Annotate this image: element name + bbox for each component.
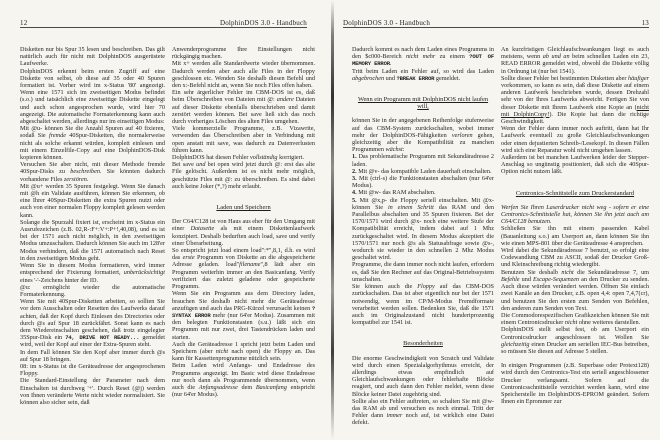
paragraph: Versuchen Sie aber nicht, mit dieser Methode fremde 40Spur-Disks zu beschreiben. Sie könnten dadurch vorhandene Files zerstören. (20, 161, 165, 183)
paragraph: Außerdem ist bei manchen Laufwerken leider der Stepper-Anschlag so ungünstig positioniert, daß sich die 40Spur-Option nicht nutzen läßt. (501, 154, 649, 176)
paragraph: 08: im x-Status ist die Geräteadresse der angesprochenen Floppy. (20, 362, 165, 378)
paragraph: DolphinDOS erkennt beim ersten Zugriff auf eine Diskette von selbst, ob diese auf 35 oder 40 Spuren formatiert ist. Vorher wird im x-Status '80' angezeigt. Wenn eine 1571 sich im zweiseitigen Modus befindet (s.o.) und tatsächlich eine zweiseitige Diskette eingelegt und auch schon angesprochen wurde, wird hier 70 angezeigt. Die automatische Formaterkennung kann auch abgeschaltet werden, allerdings nur im einseitigen Modus: (20, 67, 165, 126)
page-13-column-1 (352, 46, 494, 434)
paragraph: Werfen Sie Ihren Laserdrucker nicht weg - sofern er eine Centronics-Schnittstelle hat, können Sie ihn jetzt auch am C64/C128 benutzen. (501, 203, 649, 226)
column-gap (172, 197, 315, 204)
section-heading: Wenn ein Programm mit DolphinDOS nicht laufen will, (357, 96, 489, 111)
paragraph: In dem Fall können Sie den Kopf aber immer durch @s auf Spur 18 bringen. (20, 348, 165, 363)
paragraph: Sollte also ein Fehler auftreten, so schalten Sie mit @w- das RAM ab und versuchen es noch einmal. Tritt der Fehler dann immer noch auf, ist wirklich eine Datei defekt. (352, 397, 494, 427)
page-13-column-2 (501, 46, 649, 434)
column-gap (172, 190, 315, 197)
paragraph: Solange die Spurzahl fixiert ist, erscheint im x-Status ein Ausrufezeichen (z.B. 02,R-:F+:V+:P+!,40,08), und es ist bei der 1571 auch nicht möglich, in den zweiseitigen Modus umzuschalten. Dadurch können Sie auch im 128'er Modus verhindern, daß die 1571 automatisch nach Reset in den zweiseitigen Modus geht. (20, 218, 165, 262)
column-gap (352, 82, 494, 89)
paragraph: Die enorme Geschwindigkeit von Scratch und Validate wird durch einen Spezialalgorhythmus erreicht, der allerdings etwas empfindlich auf Gleichlaufschwankungen oder fehlerhafte Blöcke reagiert, und auch dann den Fehler meldet, wenn diese Blöcke keiner Datei zugehörig sind. (352, 354, 494, 398)
paragraph: Die Commodorespezifischen Grafikzeichen können Sie mit einem Centronicsdrucker nicht ohne weiteres darstellen. (501, 311, 649, 327)
paragraph: Wird dabei die Sekundäradresse 7 benutzt, so erfolgt eine Codewandlung CBM zu ASCII, sodaß der Drucker Groß- und Kleinschreibung richtig wiedergibt. (501, 247, 649, 269)
paragraph: @u: ermöglicht wieder die automatische Formaterkennung. (20, 283, 165, 298)
page-13-header (343, 14, 649, 28)
column-gap (352, 89, 494, 96)
paragraph: Mit x+ werden alle Standardwerte wieder übernommen. Dadurch werden aber auch alle Files in der Floppy geschlossen etc. Wenden Sie deshalb diesen Befehl und den x:-Befehl nicht an, wenn Sie noch Files offen haben. (172, 60, 315, 90)
paragraph: können Sie in der angegebenen Reihenfolge stufenweise auf das CBM-System zurückschalten, wobei immer mehr der DolphinDOS-Fähigkeiten verloren gehen, gleichzeitig aber die Kompatibilität zu manchen Programmen wächst: (352, 117, 494, 154)
paragraph: Ein sehr ärgerlicher Fehler im CBM-DOS ist es, daß beim Überschreiben von Dateien mit @: andere Dateien auf dieser Diskette ebenfalls überschrieben und damit zerstört werden können. Bei save ließ sich das noch durch vorheriges Löschen des alten Files umgehen. (172, 89, 315, 126)
column-gap (501, 183, 649, 190)
page-number-left: 12 (20, 19, 28, 27)
paragraph: Sie können auch die Floppy auf das CBM-DOS zurückschalten. Das ist aber eigentlich nur bei der 1571 notwendig, wenn im CP/M-Modus Fremdformate verarbeitet werden sollen. Bedenken Sie, daß die 1571 auch im Originalzustand nicht hundertprozentig kompatibel zur 1541 ist. (352, 283, 494, 327)
column-gap (501, 197, 649, 204)
header-title-left: DolphinDOS 3.0 - Handbuch (219, 19, 307, 27)
column-gap (352, 326, 494, 333)
paragraph: Die Standard-Einstellung der Parameter nach dem Einschalten ist durchweg '+'. Durch Reset (@j) werden von Ihnen veränderte Werte nicht wieder normalisiert. Sie können also sicher sein, daß (20, 377, 165, 406)
section-heading: Centronics-Schnittstelle zum Druckerstandard (515, 189, 635, 197)
page-number-right: 13 (641, 19, 649, 27)
paragraph: Mit @u- können Sie die Anzahl Spuren auf 40 fixieren, sodaß Sie fremde 40Spur-Disketten, die normalerweise nicht als solche erkannt würden, komplett einlesen und mit einem Einzelfile-Copy auf eine DolphinDOS-Disk kopieren können. (20, 125, 165, 162)
paragraph: Wenn der Fehler dann immer noch auftritt, dann hat Ihr Laufwerk eventuell zu große Gleichlaufschwankungen oder einen dejustierten Schreib-/Lesekopf. In diesen Fällen wird sich eine Reparatur wohl nicht umgehen lassen. (501, 125, 649, 154)
paragraph: Auch die Geräteadresse 1 spricht jetzt beim Laden und Speichern (aber nicht nach open) die Floppy an. Das kann für Kassettenprogramme nützlich sein. (172, 340, 315, 363)
paragraph: DolphinDOS stellt selbst fest, ob am Userport ein Centronicsdrucker angeschlossen ist. Wollen Sie gleichzeitig einen Drucker am seriellen IEC-Bus betreiben, so müssen Sie diesen auf Adresse 5 stellen. (501, 326, 649, 355)
paragraph: An kurzfristigen Gleichlaufschwankungen liegt es auch meistens, wenn ab und an beim schnellen Laden ein 23, READ ERROR gemeldet wird, obwohl die Diskette völlig in Ordnung ist (nur bei 1541). (501, 46, 649, 75)
section-heading: Laden und Speichern (216, 204, 271, 212)
paragraph: 3. Mit (ctrl-s) die Funktionstasten abschalten (nur 64'er Modus). (352, 175, 494, 190)
paragraph: Disketten nur bis Spur 35 lesen und beschreiben. Das gilt natürlich auch für nicht mit DolphinDOS ausgerüstete Laufwerke. (20, 46, 165, 68)
column-gap (352, 348, 494, 355)
column-gap (172, 211, 315, 218)
page-13 (334, 0, 660, 440)
paragraph: Bei save und bei open wird jetzt durch @: erst das alte File gelöscht. Außerdem ist es nicht mehr möglich, geschützte Files mit @: zu überschreiben. Es sind dabei auch keine Joker (*,?) mehr erlaubt. (172, 161, 315, 190)
header-title-right: DolphinDOS 3.0 - Handbuch (343, 19, 431, 27)
paragraph: Dadurch kommt es nach dem Laden eines Programms in den $c000-Bereich nicht mehr zu einem ?OUT OF MEMORY ERROR. (352, 46, 494, 68)
paragraph: Wenn Sie ein Programm aus dem Directory laden, brauchen Sie deshalb nicht mehr die Geräteadresse anzufügen und auch das PRG-Kürzel verursacht keinen ?SYNTAX ERROR mehr (nur 64'er Modus). Zusammen mit den belegten Funktionstasten (s.u.) läßt sich ein Programm mit nur zwei, drei Tastendrücken laden und starten. (172, 290, 315, 341)
paragraph: Programme, die dann immer noch nicht laufen, erfordern es, daß Sie den Rechner auf das Original-Betriebssystem umschalten. (352, 261, 494, 283)
paragraph: Beim Laden wird Anfangs- und Endadresse des Programms angezeigt. Im Basic wird diese Endadresse nur noch dann als Programmende übernommen, wenn auch die Anfangsadresse dem Basicanfang entspricht (nur 64'er Modus). (172, 362, 315, 399)
paragraph: 5. Mit @x,p- die Floppy seriell einschalten. Mit @x- können Sie in einem Schritt das RAM und den Parallelbus abschalten und 35 Spuren fixieren. Bei der 1570/1571 wird durch @x- noch eine weitere Stufe der Kompatibilität erreicht, indem dabei auf 1 Mhz zurückgeschaltet wird. In diesem Modus akzeptiert die 1570/1571 nur noch @s als Statusabfrage sowie @s-, wodurch sie wieder in den schnellen 2 Mhz Modus geschaltet wird. (352, 196, 494, 262)
paragraph: Wenn Sie mit 40Spur-Disketten arbeiten, so sollten Sie vor dem Ausschalten oder Resetten des Laufwerks darauf achten, daß der Kopf durch Einlesen des Directories oder durch @s auf Spur 18 zurückfährt. Sonst kann es nach dem Wiedereinschalten geschehen, daß trotz eingelegter 35Spur-Disk ein 74, DRIVE NOT READY... gemeldet wird, weil der Kopf auf einer der Extra-Spuren steht. (20, 298, 165, 349)
paragraph: Mit @u+ werden 35 Spuren festgelegt. Wenn Sie danach mit @h ein Validate ausführen, können Sie erkennen, ob eine Ihrer 40Spur-Disketten die extra Spuren nutzt oder auch von einer normalen Floppy komplett gelesen werden kann. (20, 182, 165, 219)
page-12-column-1 (20, 46, 165, 434)
paragraph: In einigen Programmen (z.B. Superbase oder Protext128) wird durch den Centronics-Test ein seriell angeschlossener Drucker verlangsamt. Sofern auf die Centronicsschnittstelle verzichtet werden kann, wird eine Speicherstelle im DolphinDOS-EPROM geändert. Sofern Ihnen ein Eprommer zur (501, 362, 649, 406)
paragraph: Benutzen Sie deshalb nicht die Sekundäradresse 7, um Befehle und Escape-Sequenzen an den Drucker zu senden. Auch diese würden verändert werden. Öffnen Sie einfach zwei Kanäle an den Drucker, z.B. open 4,4: open 7,4,7(cr), und benutzen Sie den ersten zum Senden von Befehlen, den anderen zum Senden von Text. (501, 268, 649, 312)
column-gap (352, 333, 494, 340)
paragraph: DolphinDOS hat diesen Fehler vollständig korrigiert. (172, 154, 304, 162)
page-12-column-2 (172, 46, 315, 434)
paragraph: 1. Das problematische Programm mit Sekundäradresse 2 laden. (352, 153, 494, 168)
paragraph: Wenn Sie in diesem Modus formatieren, wird immer entsprechend der Fixierung formatiert, unberücksichtigt eines '-'-Zeichens hinter der ID. (20, 262, 165, 284)
column-gap (501, 176, 649, 183)
paragraph: Der C64/C128 ist von Haus aus eher für den Umgang mit einer Datasette als mit einem Diskettenlaufwerk konzipiert. Deshalb bedurften auch load, save und verify einer Überarbeitung. (172, 218, 315, 247)
column-gap (352, 110, 494, 117)
paragraph: So entspricht jetzt load einem load":*",8,1, d.h. es wird das erste Programm von Diskette an die abgespeicherte Adresse geladen. load"filename",8 lädt aber ein Programm weiterhin immer an den Basicanfang. Verify verifiziert das zuletzt geladene oder gespeicherte Programm. (172, 247, 315, 291)
paragraph: Schließen Sie ihn mit einem passenden Kabel (Bauanleitung s.o.) am Userport an, dann können Sie ihn wie einen MPS-801 über die Geräteadresse 4 ansprechen. (501, 225, 649, 247)
paragraph: Viele kommerzielle Programme, z.B. Vizawrite, verwenden das Überschreiben aber in Verbindung mit open anstatt mit save, was dadurch zu Datenverlusten führen kann. (172, 125, 315, 154)
paragraph: Tritt beim Laden ein Fehler auf, so wird das Laden abgebrochen und ?BREAK ERROR gemeldet. (352, 67, 494, 82)
paragraph: Anwenderprogramme Ihre Einstellungen nicht rückgängig machen. (172, 46, 315, 61)
paragraph: 4. Mit @w- das RAM abschalten. (352, 189, 436, 197)
column-gap (501, 355, 649, 362)
paragraph: Sollte dieser Fehler bei bestimmten Disketten aber häufiger vorkommen, so kann es sein, daß diese Diskette auf einem anderen Laufwerk beschrieben wurde, dessen Drehzahl sehr von der Ihres Laufwerks abweicht. Fertigen Sie von dieser Diskette mit Ihrem Laufwerk eine Kopie an (nicht mit DolphinCopy!). Die Kopie hat dann die richtige Geschwindigkeit. (501, 74, 649, 126)
paragraph: 2. Mit @v- das kompatible Laden dauerhaft einschalten. (352, 167, 492, 175)
page-12-header (20, 14, 307, 28)
section-heading: Besonderheiten (403, 340, 443, 348)
